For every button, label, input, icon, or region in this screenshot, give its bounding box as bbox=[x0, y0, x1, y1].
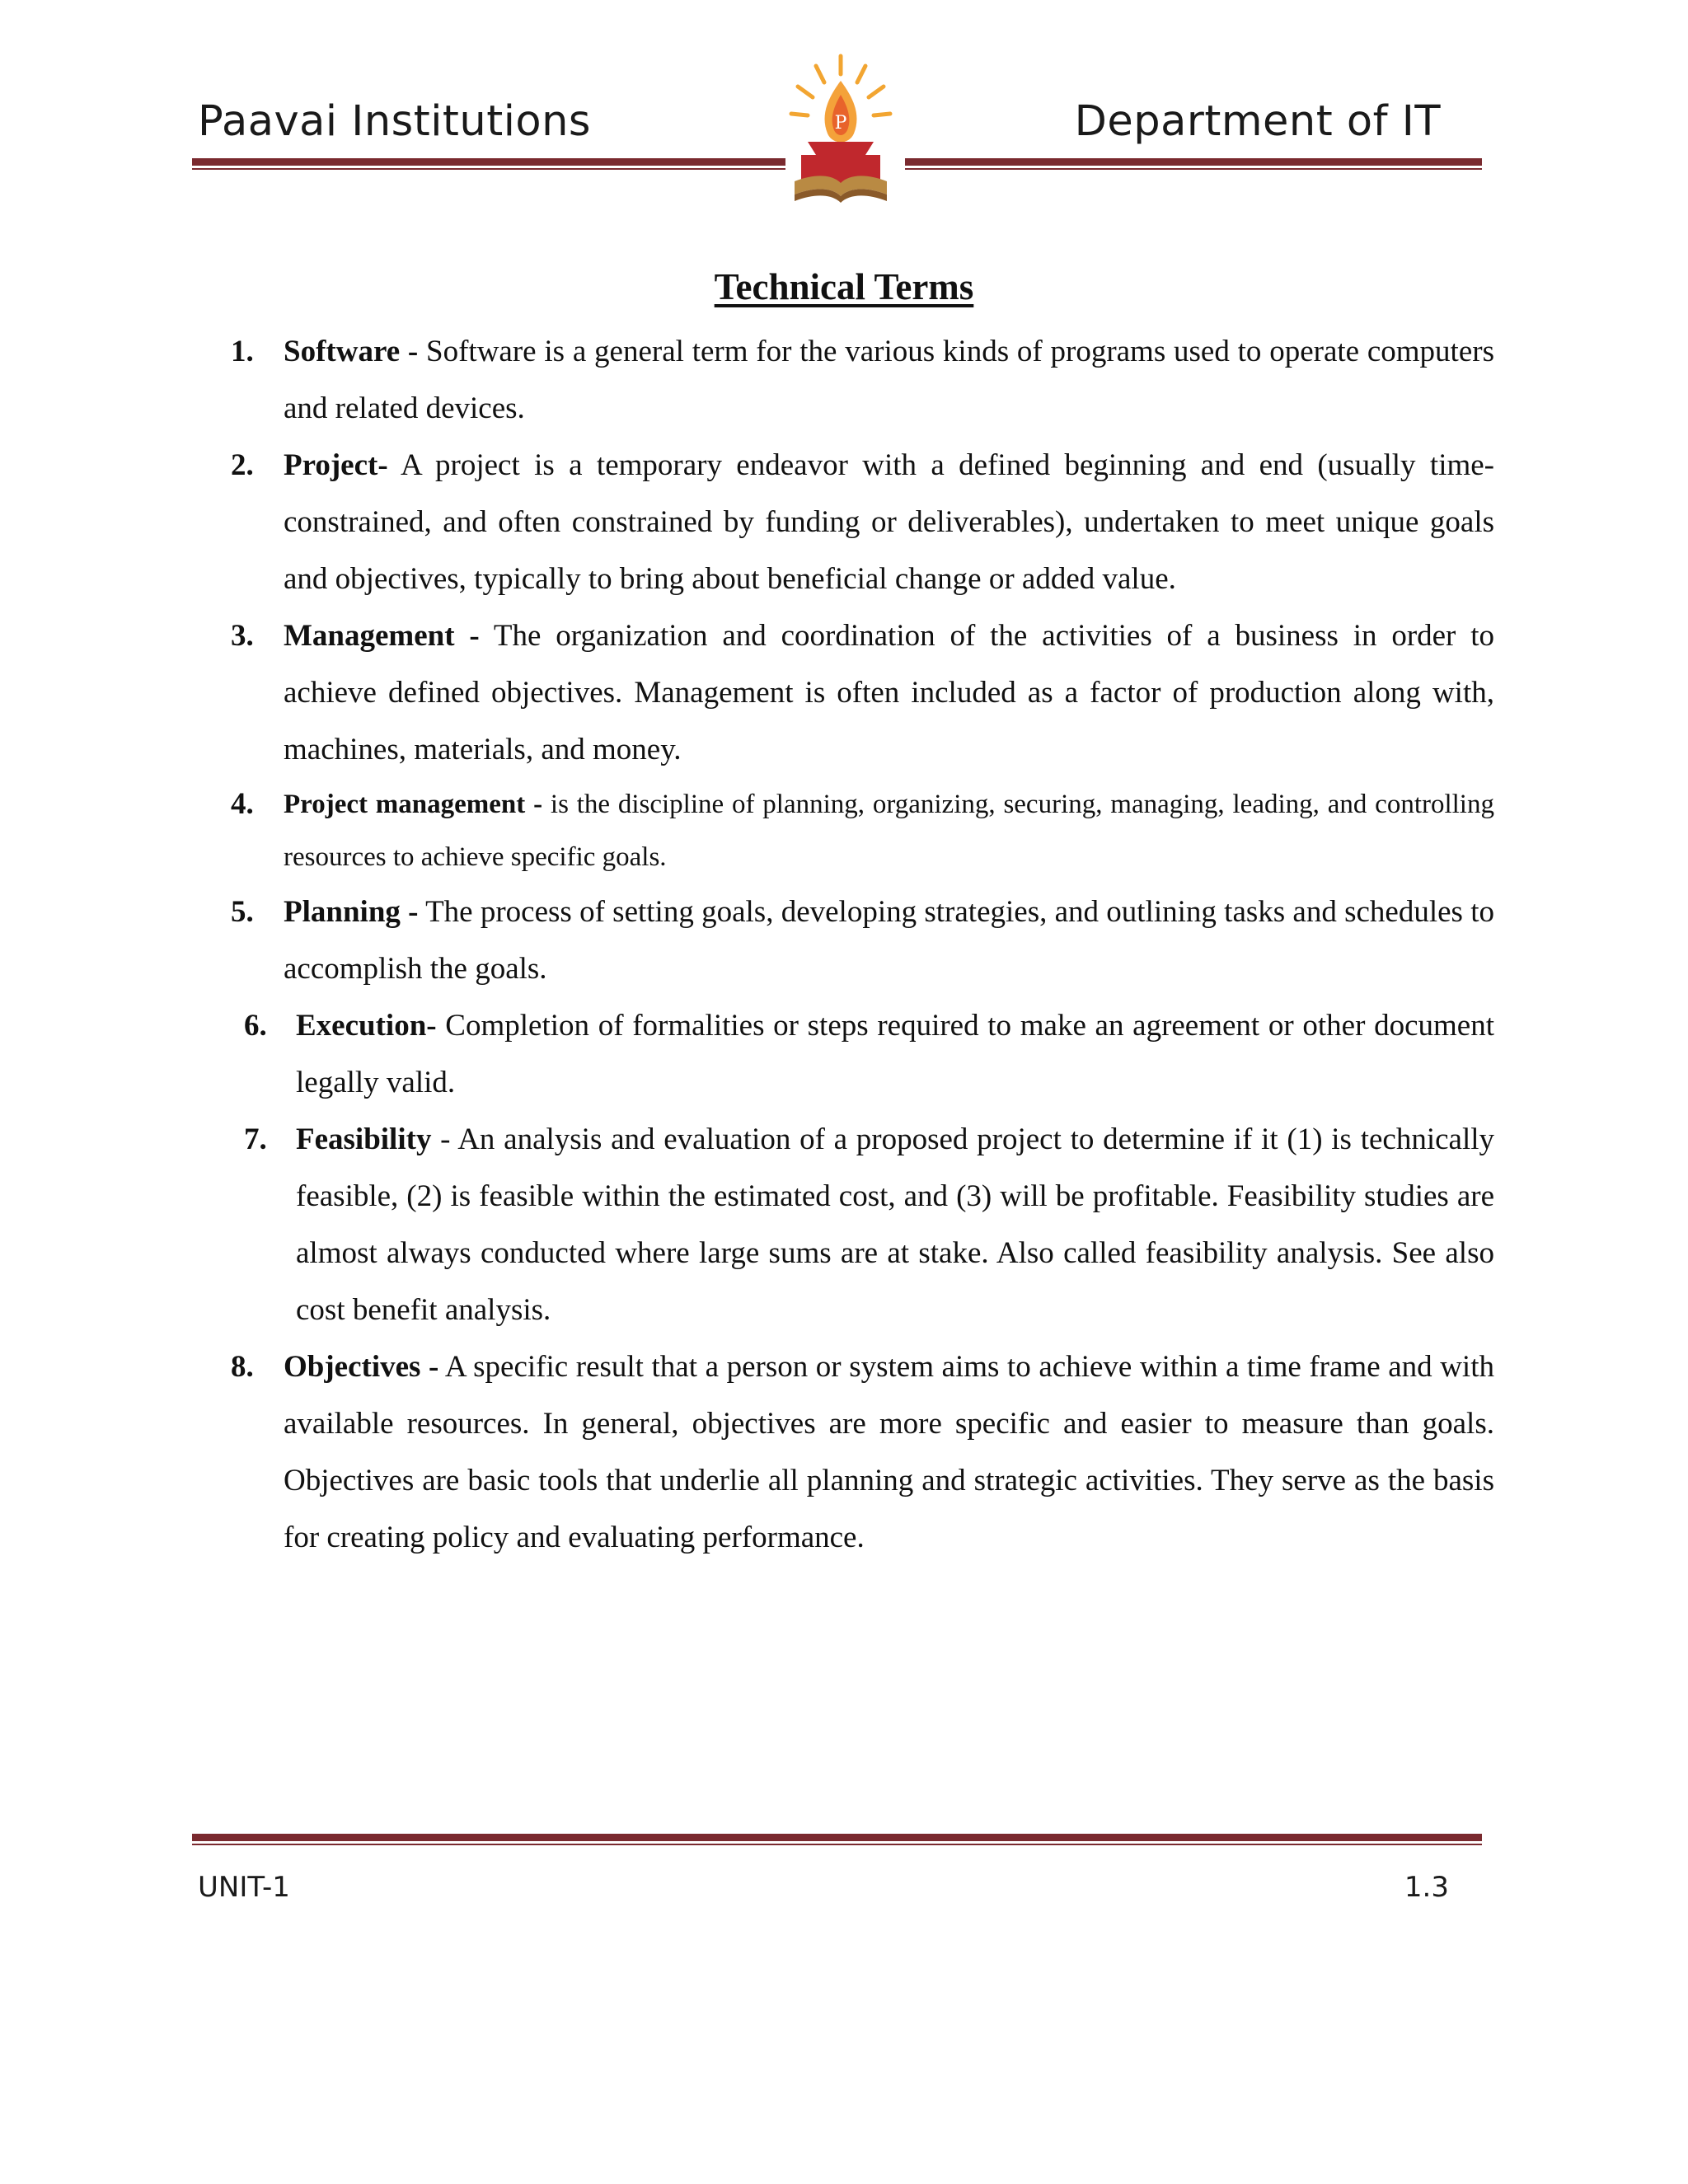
item-term: Feasibility bbox=[296, 1122, 432, 1156]
svg-text:P: P bbox=[834, 113, 847, 134]
list-item bbox=[231, 997, 1494, 1111]
item-term: Planning - bbox=[284, 895, 419, 929]
list-item bbox=[231, 1111, 1494, 1338]
footer-page-number: 1.3 bbox=[1404, 1871, 1449, 1904]
item-term: Project- bbox=[284, 448, 388, 482]
item-number: 8. bbox=[231, 1350, 254, 1384]
item-number: 5. bbox=[231, 895, 254, 929]
item-definition: Software is a general term for the various kinds of programs used to operate computers and related devices. bbox=[284, 335, 1494, 425]
item-number: 1. bbox=[231, 335, 254, 368]
list-item bbox=[231, 607, 1494, 778]
item-number: 2. bbox=[231, 448, 254, 482]
item-number: 7. bbox=[244, 1122, 267, 1156]
item-definition: The organization and coordination of the activities of a business in order to achieve defined objectives. Management is often included as a factor of production along with, machines, materials, and money. bbox=[284, 619, 1494, 766]
item-number: 4. bbox=[231, 787, 254, 821]
page-title: Technical Terms bbox=[714, 266, 974, 307]
header-department-name: Department of IT bbox=[1074, 97, 1441, 146]
item-definition: A project is a temporary endeavor with a defined beginning and end (usually time-constrained, and often constrained by funding or deliverables), undertaken to meet unique goals and objectives, typically to bring about beneficial change or added value. bbox=[284, 448, 1494, 596]
item-term: Objectives - bbox=[284, 1350, 439, 1384]
list-item bbox=[231, 1338, 1494, 1566]
item-number: 3. bbox=[231, 619, 254, 653]
item-definition: is the discipline of planning, organizing, securing, managing, leading, and controlling resources to achieve specific goals. bbox=[284, 790, 1494, 872]
header-rule-right bbox=[905, 158, 1482, 170]
footer-rule bbox=[192, 1834, 1482, 1845]
technical-terms-list bbox=[231, 323, 1494, 1566]
item-term: Project management - bbox=[284, 790, 543, 819]
list-item bbox=[231, 778, 1494, 883]
item-definition: Completion of formalities or steps required to make an agreement or other document legally valid. bbox=[296, 1009, 1494, 1099]
item-number: 6. bbox=[244, 1009, 267, 1043]
header-rule-left bbox=[192, 158, 785, 170]
item-definition: - An analysis and evaluation of a proposed project to determine if it (1) is technically feasible, (2) is feasible within the estimated cost, and (3) will be profitable. Feasibility studies are almost always conducted where large sums are at stake. Also called feasibility analysis. See also cost benefit analysis. bbox=[296, 1122, 1494, 1327]
list-item bbox=[231, 883, 1494, 997]
list-item bbox=[231, 437, 1494, 607]
footer-unit-label: UNIT-1 bbox=[198, 1871, 290, 1904]
institution-logo bbox=[783, 49, 898, 214]
list-item bbox=[231, 323, 1494, 437]
item-definition: The process of setting goals, developing strategies, and outlining tasks and schedules to accomplish the goals. bbox=[284, 895, 1494, 986]
item-definition: A specific result that a person or system aims to achieve within a time frame and with available resources. In general, objectives are more specific and easier to measure than goals. Objectives are basic tools that underlie all planning and strategic activities. They serve as the basis for creating policy and evaluating performance. bbox=[284, 1350, 1494, 1554]
item-term: Execution- bbox=[296, 1009, 437, 1043]
lamp-book-logo-icon bbox=[783, 49, 898, 214]
item-term: Software - bbox=[284, 335, 419, 368]
item-term: Management - bbox=[284, 619, 480, 653]
header-institution-name: Paavai Institutions bbox=[198, 97, 591, 146]
